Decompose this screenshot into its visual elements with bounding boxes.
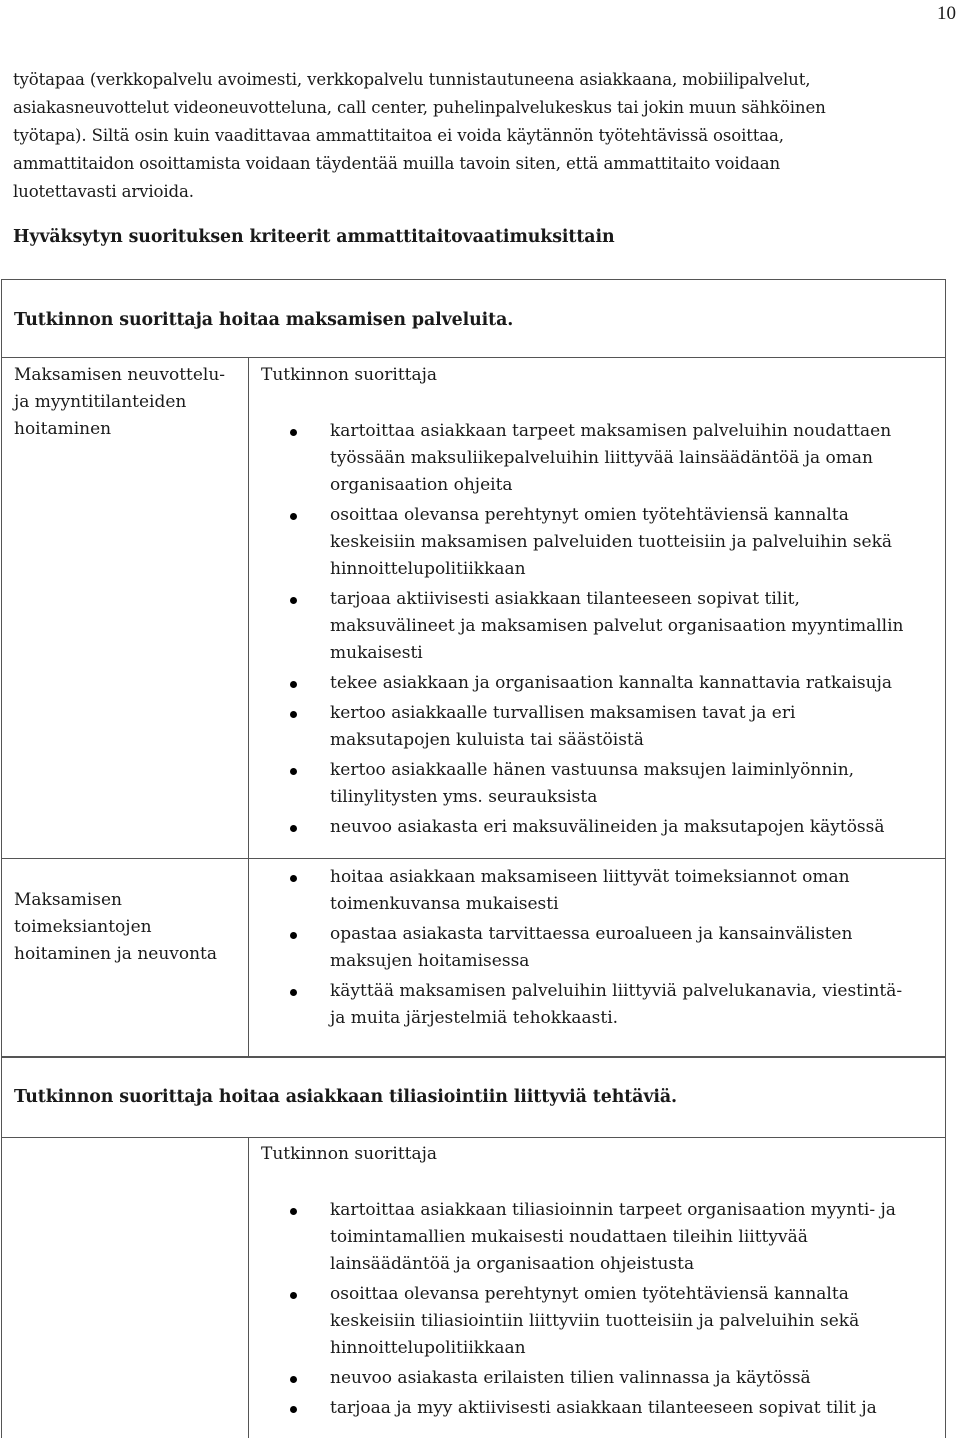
competence-line: hoitaminen ja neuvonta	[14, 944, 218, 964]
criteria-row-negotiation	[2, 358, 945, 859]
item-line: tarjoaa ja myy aktiivisesti asiakkaan tilanteeseen sopivat tilit ja	[330, 1398, 877, 1418]
intro-paragraph	[13, 66, 938, 206]
item-line: neuvoo asiakasta erilaisten tilien valinnassa ja käytössä	[330, 1368, 811, 1388]
bullet-icon	[290, 825, 297, 832]
intro-line: luotettavasti arvioida.	[13, 182, 194, 201]
bullet-icon	[290, 1376, 297, 1383]
item-line: ja muita järjestelmiä tehokkaasti.	[330, 1008, 619, 1028]
item-line: tekee asiakkaan ja organisaation kannalta kannattavia ratkaisuja	[330, 673, 892, 693]
item-line: neuvoo asiakasta eri maksuvälineiden ja maksutapojen käytössä	[330, 817, 885, 837]
block-title-account-services: Tutkinnon suorittaja hoitaa asiakkaan tiliasiointiin liittyviä tehtäviä.	[2, 1057, 945, 1138]
list-item	[261, 921, 945, 975]
item-line: kartoittaa asiakkaan tarpeet maksamisen palveluihin noudattaen	[330, 421, 892, 441]
block-title-payment-services: Tutkinnon suorittaja hoitaa maksamisen palveluita.	[2, 280, 945, 358]
list-item	[261, 670, 945, 697]
criteria-cell	[249, 859, 945, 1056]
bullet-icon	[290, 681, 297, 688]
criteria-list	[261, 418, 945, 841]
bullet-icon	[290, 429, 297, 436]
item-line: osoittaa olevansa perehtynyt omien työtehtäviensä kannalta	[330, 1284, 849, 1304]
bullet-icon	[290, 932, 297, 939]
item-line: käyttää maksamisen palveluihin liittyviä palvelukanavia, viestintä-	[330, 981, 903, 1001]
item-line: tarjoaa aktiivisesti asiakkaan tilanteeseen sopivat tilit,	[330, 589, 800, 609]
criteria-row-accounts	[2, 1138, 945, 1438]
competence-line: toimeksiantojen	[14, 917, 152, 937]
bullet-icon	[290, 768, 297, 775]
list-item	[261, 1281, 945, 1362]
competence-cell	[2, 859, 249, 1056]
intro-line: työtapa). Siltä osin kuin vaadittavaa ammattitaitoa ei voida käytännön työtehtävissä osoittaa,	[13, 126, 784, 145]
item-line: organisaation ohjeita	[330, 475, 513, 495]
list-item	[261, 814, 945, 841]
item-line: maksutapojen kuluista tai säästöistä	[330, 730, 644, 750]
criteria-cell	[249, 358, 945, 858]
item-line: kertoo asiakkaalle turvallisen maksamisen tavat ja eri	[330, 703, 796, 723]
bullet-icon	[290, 513, 297, 520]
bullet-icon	[290, 1208, 297, 1215]
competence-cell	[2, 1138, 249, 1438]
intro-line: työtapaa (verkkopalvelu avoimesti, verkkopalvelu tunnistautuneena asiakkaana, mobiilipalvelut,	[13, 70, 811, 89]
item-line: keskeisiin maksamisen palveluiden tuotteisiin ja palveluihin sekä	[330, 532, 893, 552]
item-line: lainsäädäntöä ja organisaation ohjeistusta	[330, 1254, 695, 1274]
list-item	[261, 1197, 945, 1278]
list-item	[261, 586, 945, 667]
list-item	[261, 978, 945, 1032]
list-item	[261, 1395, 945, 1422]
item-line: hinnoittelupolitiikkaan	[330, 559, 526, 579]
list-item	[261, 1365, 945, 1392]
list-item	[261, 864, 945, 918]
item-line: kartoittaa asiakkaan tiliasioinnin tarpeet organisaation myynti- ja	[330, 1200, 896, 1220]
intro-line: asiakasneuvottelut videoneuvotteluna, call center, puhelinpalvelukeskus tai jokin muun sähköinen	[13, 98, 826, 117]
list-item	[261, 502, 945, 583]
bullet-icon	[290, 989, 297, 996]
criteria-list	[261, 864, 945, 1032]
list-item	[261, 757, 945, 811]
section-heading: Hyväksytyn suorituksen kriteerit ammattitaitovaatimuksittain	[13, 227, 615, 247]
item-line: osoittaa olevansa perehtynyt omien työtehtäviensä kannalta	[330, 505, 849, 525]
performer-label: Tutkinnon suorittaja	[261, 1144, 438, 1164]
item-line: keskeisiin tiliasiointiin liittyviin tuotteisiin ja palveluihin sekä	[330, 1311, 860, 1331]
bullet-icon	[290, 1292, 297, 1299]
competence-line: Maksamisen	[14, 890, 122, 910]
competence-line: Maksamisen neuvottelu-	[14, 365, 226, 385]
item-line: tilinylitysten yms. seurauksista	[330, 787, 598, 807]
item-line: työssään maksuliikepalveluihin liittyvää lainsäädäntöä ja oman	[330, 448, 873, 468]
competence-cell	[2, 358, 249, 858]
performer-label: Tutkinnon suorittaja	[261, 365, 438, 385]
item-line: maksujen hoitamisessa	[330, 951, 530, 971]
bullet-icon	[290, 875, 297, 882]
item-line: maksuvälineet ja maksamisen palvelut organisaation myyntimallin	[330, 616, 904, 636]
criteria-table	[1, 279, 946, 1438]
page-number: 10	[937, 3, 956, 24]
bullet-icon	[290, 711, 297, 718]
item-line: toimintamallien mukaisesti noudattaen tileihin liittyvää	[330, 1227, 808, 1247]
bullet-icon	[290, 1406, 297, 1413]
list-item	[261, 700, 945, 754]
bullet-icon	[290, 597, 297, 604]
criteria-row-orders	[2, 859, 945, 1057]
item-line: hoitaa asiakkaan maksamiseen liittyvät toimeksiannot oman	[330, 867, 850, 887]
criteria-list	[261, 1197, 945, 1422]
list-item	[261, 418, 945, 499]
item-line: kertoo asiakkaalle hänen vastuunsa maksujen laiminlyönnin,	[330, 760, 855, 780]
competence-line: ja myyntitilanteiden	[14, 392, 187, 412]
item-line: hinnoittelupolitiikkaan	[330, 1338, 526, 1358]
item-line: mukaisesti	[330, 643, 423, 663]
intro-line: ammattitaidon osoittamista voidaan täydentää muilla tavoin siten, että ammattitaito voidaan	[13, 154, 781, 173]
criteria-cell	[249, 1138, 945, 1438]
competence-line: hoitaminen	[14, 419, 112, 439]
item-line: opastaa asiakasta tarvittaessa euroalueen ja kansainvälisten	[330, 924, 853, 944]
item-line: toimenkuvansa mukaisesti	[330, 894, 559, 914]
